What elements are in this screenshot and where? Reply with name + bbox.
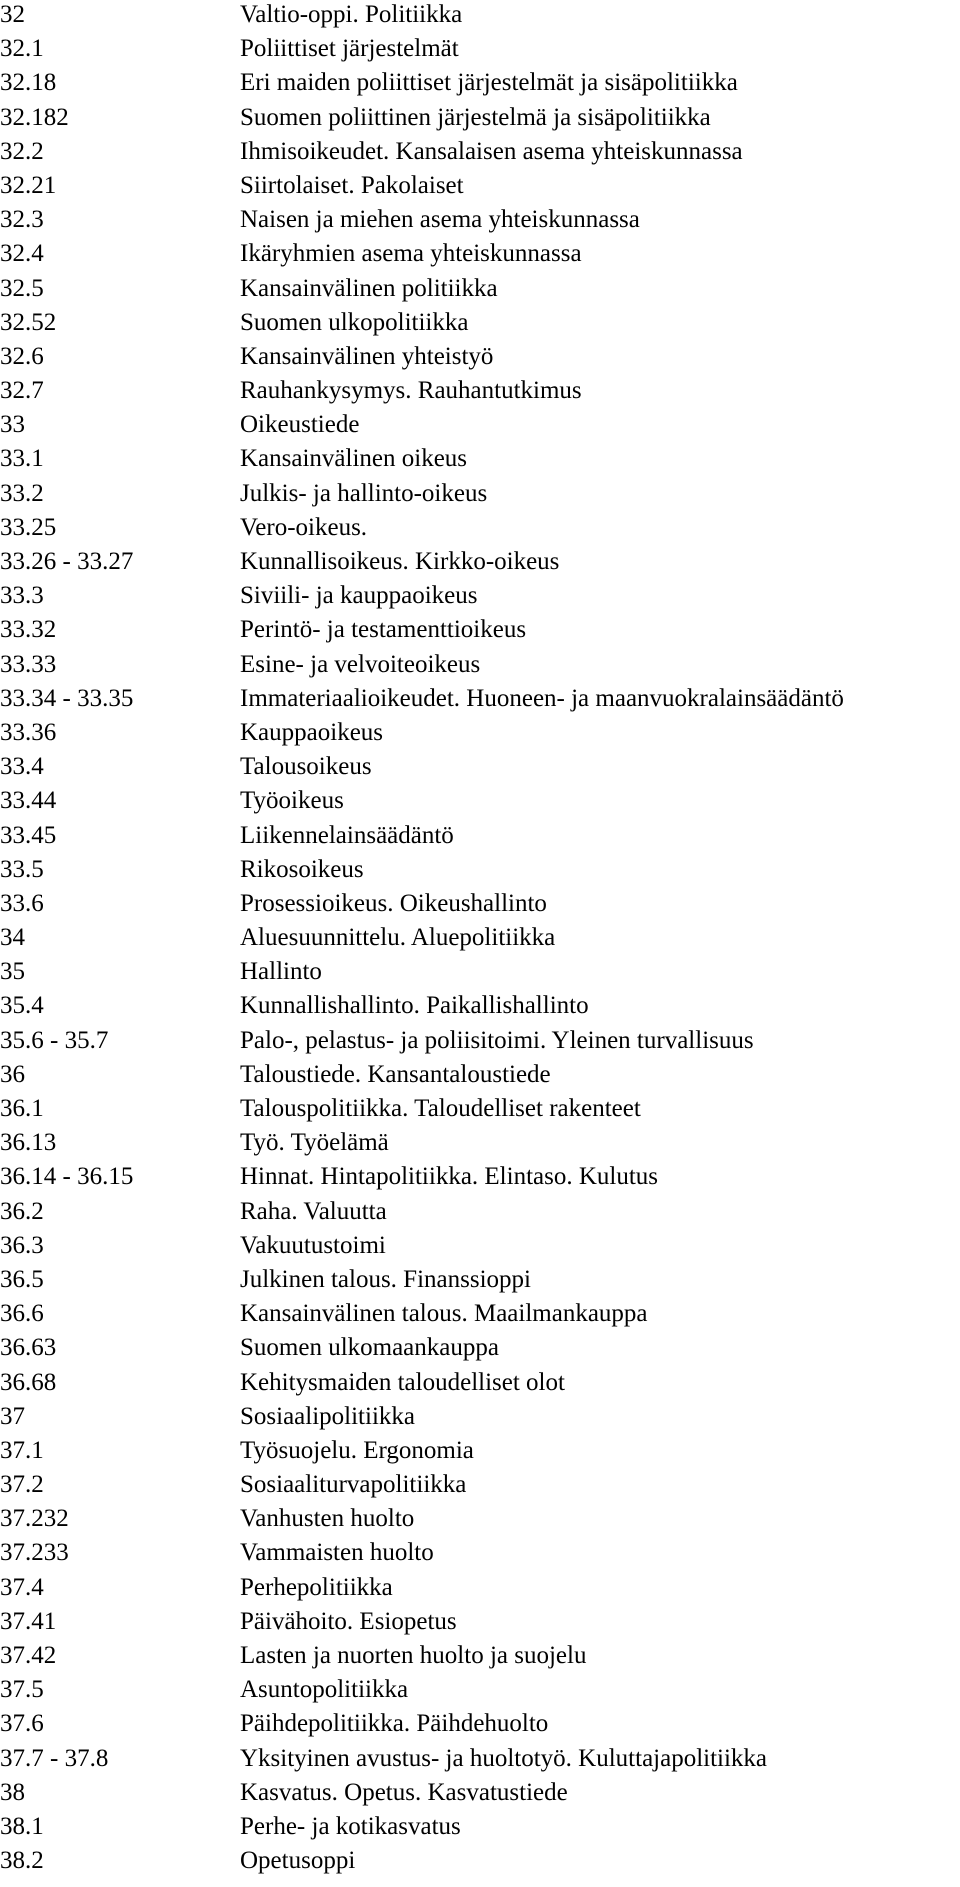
class-label: Esine- ja velvoiteoikeus [240,650,481,678]
class-code: 36 [0,1060,25,1088]
class-label: Kunnallisoikeus. Kirkko-oikeus [240,548,560,575]
class-code: 36.5 [0,1265,44,1293]
list-item [0,34,960,68]
list-item [0,547,960,581]
class-code: 32.18 [0,69,57,97]
list-item [0,991,960,1025]
class-label: Aluesuunnittelu. Aluepolitiikka [240,924,556,952]
class-code: 33.5 [0,855,44,883]
list-item [0,1436,960,1470]
list-item [0,752,960,786]
list-item [0,1744,960,1778]
class-code: 36.6 [0,1300,44,1328]
list-item [0,1231,960,1265]
list-item [0,239,960,273]
class-code: 32.3 [0,206,44,234]
class-label: Talouspolitiikka. Taloudelliset rakenteet [240,1095,641,1122]
list-item [0,342,960,376]
class-code: 37.6 [0,1710,44,1738]
class-code: 36.13 [0,1129,57,1157]
class-label: Taloustiede. Kansantaloustiede [240,1060,551,1088]
class-code: 36.68 [0,1368,57,1396]
list-item [0,1026,960,1060]
class-label: Eri maiden poliittiset järjestelmät ja sisäpolitiikka [240,69,738,97]
list-item [0,1573,960,1607]
class-code: 36.3 [0,1231,44,1259]
class-label: Hinnat. Hintapolitiikka. Elintaso. Kulutus [240,1163,659,1191]
class-code: 32.52 [0,308,57,336]
class-code: 37.1 [0,1436,44,1464]
class-code: 33.45 [0,821,57,849]
list-item [0,103,960,137]
class-label: Työoikeus [240,787,344,815]
list-item [0,376,960,410]
class-label: Liikennelainsäädäntö [240,821,454,849]
class-code: 37.42 [0,1642,57,1669]
class-code: 37.232 [0,1505,69,1533]
class-code: 32.21 [0,171,57,199]
list-item [0,821,960,855]
list-item [0,274,960,308]
class-code: 33.26 - 33.27 [0,548,134,575]
class-label: Suomen ulkopolitiikka [240,308,469,336]
list-item [0,68,960,102]
class-code: 33.44 [0,787,57,815]
list-item [0,718,960,752]
class-code: 36.2 [0,1197,44,1225]
list-item [0,1060,960,1094]
class-code: 35.4 [0,992,44,1020]
list-item [0,1333,960,1367]
list-item [0,581,960,615]
list-item [0,855,960,889]
list-item [0,1641,960,1675]
class-label: Vero-oikeus. [240,513,368,541]
class-code: 37.4 [0,1573,44,1601]
list-item [0,786,960,820]
class-label: Ihmisoikeudet. Kansalaisen asema yhteiskunnassa [240,137,743,165]
list-item [0,1470,960,1504]
class-label: Päihdepolitiikka. Päihdehuolto [240,1710,549,1738]
list-item [0,410,960,444]
class-code: 36.14 - 36.15 [0,1163,134,1191]
list-item [0,1846,960,1880]
class-label: Talousoikeus [240,753,372,781]
list-item [0,1778,960,1812]
class-label: Sosiaalipolitiikka [240,1402,415,1430]
class-code: 33.36 [0,718,57,746]
class-label: Vakuutustoimi [240,1231,386,1259]
class-label: Työ. Työelämä [240,1129,389,1157]
list-item [0,1675,960,1709]
class-code: 37.2 [0,1471,44,1499]
list-item [0,650,960,684]
class-label: Vammaisten huolto [240,1539,434,1567]
class-label: Kansainvälinen politiikka [240,274,498,302]
class-code: 33.6 [0,889,44,917]
list-item [0,1709,960,1743]
class-label: Naisen ja miehen asema yhteiskunnassa [240,206,640,234]
list-item [0,1094,960,1128]
list-item [0,1368,960,1402]
class-code: 35.6 - 35.7 [0,1026,109,1054]
class-code: 33.1 [0,445,44,473]
class-label: Kasvatus. Opetus. Kasvatustiede [240,1778,568,1806]
class-code: 33.33 [0,650,57,678]
class-label: Kauppaoikeus [240,718,384,746]
class-code: 32.5 [0,274,44,302]
list-item [0,1607,960,1641]
class-label: Vanhusten huolto [240,1505,415,1533]
class-code: 33.32 [0,616,57,644]
class-code: 38.2 [0,1847,44,1875]
class-label: Lasten ja nuorten huolto ja suojelu [240,1642,587,1669]
list-item [0,479,960,513]
class-code: 37 [0,1402,25,1430]
class-label: Rauhankysymys. Rauhantutkimus [240,377,582,405]
class-code: 32.7 [0,377,44,405]
class-label: Immateriaalioikeudet. Huoneen- ja maanvuokralainsäädäntö [240,684,844,712]
class-code: 32.1 [0,35,44,63]
list-item [0,1299,960,1333]
class-label: Suomen poliittinen järjestelmä ja sisäpolitiikka [240,103,711,131]
list-item [0,1812,960,1846]
class-label: Yksityinen avustus- ja huoltotyö. Kuluttajapolitiikka [240,1744,768,1772]
class-code: 37.41 [0,1607,57,1635]
list-item [0,205,960,239]
class-label: Siirtolaiset. Pakolaiset [240,171,464,199]
list-item [0,1402,960,1436]
class-label: Opetusoppi [240,1847,356,1875]
class-label: Prosessioikeus. Oikeushallinto [240,889,547,917]
class-code: 36.1 [0,1095,44,1122]
list-item [0,1504,960,1538]
class-code: 33.3 [0,582,44,610]
list-item [0,171,960,205]
class-label: Rikosoikeus [240,855,364,883]
class-code: 33.34 - 33.35 [0,684,134,712]
class-code: 36.63 [0,1334,57,1362]
class-code: 33 [0,411,25,439]
class-code: 37.5 [0,1676,44,1704]
class-label: Kansainvälinen oikeus [240,445,468,473]
class-code: 34 [0,924,25,952]
class-label: Valtio-oppi. Politiikka [240,1,463,28]
list-item [0,513,960,547]
list-item [0,308,960,342]
list-item [0,615,960,649]
class-label: Perintö- ja testamenttioikeus [240,616,527,644]
class-label: Ikäryhmien asema yhteiskunnassa [240,240,582,268]
class-label: Julkinen talous. Finanssioppi [240,1265,531,1293]
class-label: Kansainvälinen yhteistyö [240,342,494,370]
list-item [0,444,960,478]
class-label: Julkis- ja hallinto-oikeus [240,479,488,507]
class-label: Suomen ulkomaankauppa [240,1334,499,1362]
class-label: Sosiaaliturvapolitiikka [240,1471,467,1499]
class-code: 32.2 [0,137,44,165]
class-label: Kansainvälinen talous. Maailmankauppa [240,1300,648,1328]
list-item [0,0,960,34]
class-label: Kehitysmaiden taloudelliset olot [240,1368,565,1396]
class-label: Perhe- ja kotikasvatus [240,1812,461,1840]
class-label: Raha. Valuutta [240,1197,387,1225]
class-code: 32.182 [0,103,69,131]
class-label: Kunnallishallinto. Paikallishallinto [240,992,589,1020]
class-label: Palo-, pelastus- ja poliisitoimi. Yleinen turvallisuus [240,1026,754,1054]
list-item [0,1265,960,1299]
list-item [0,957,960,991]
list-item [0,1162,960,1196]
list-item [0,1538,960,1572]
list-item [0,1197,960,1231]
class-label: Asuntopolitiikka [240,1676,409,1704]
class-code: 33.25 [0,513,57,541]
class-label: Työsuojelu. Ergonomia [240,1436,474,1464]
class-label: Siviili- ja kauppaoikeus [240,582,478,610]
class-code: 38.1 [0,1812,44,1840]
list-item [0,137,960,171]
list-item [0,889,960,923]
list-item [0,923,960,957]
list-item [0,1128,960,1162]
class-code: 37.7 - 37.8 [0,1744,109,1772]
class-code: 32.6 [0,342,44,370]
class-code: 32 [0,1,25,28]
class-label: Päivähoito. Esiopetus [240,1607,457,1635]
class-label: Hallinto [240,958,322,986]
class-code: 37.233 [0,1539,69,1567]
class-code: 33.2 [0,479,44,507]
class-code: 38 [0,1778,25,1806]
class-label: Poliittiset järjestelmät [240,35,459,63]
class-code: 35 [0,958,25,986]
class-label: Perhepolitiikka [240,1573,393,1601]
list-item [0,684,960,718]
class-label: Oikeustiede [240,411,360,439]
class-code: 32.4 [0,240,44,268]
class-code: 33.4 [0,753,44,781]
